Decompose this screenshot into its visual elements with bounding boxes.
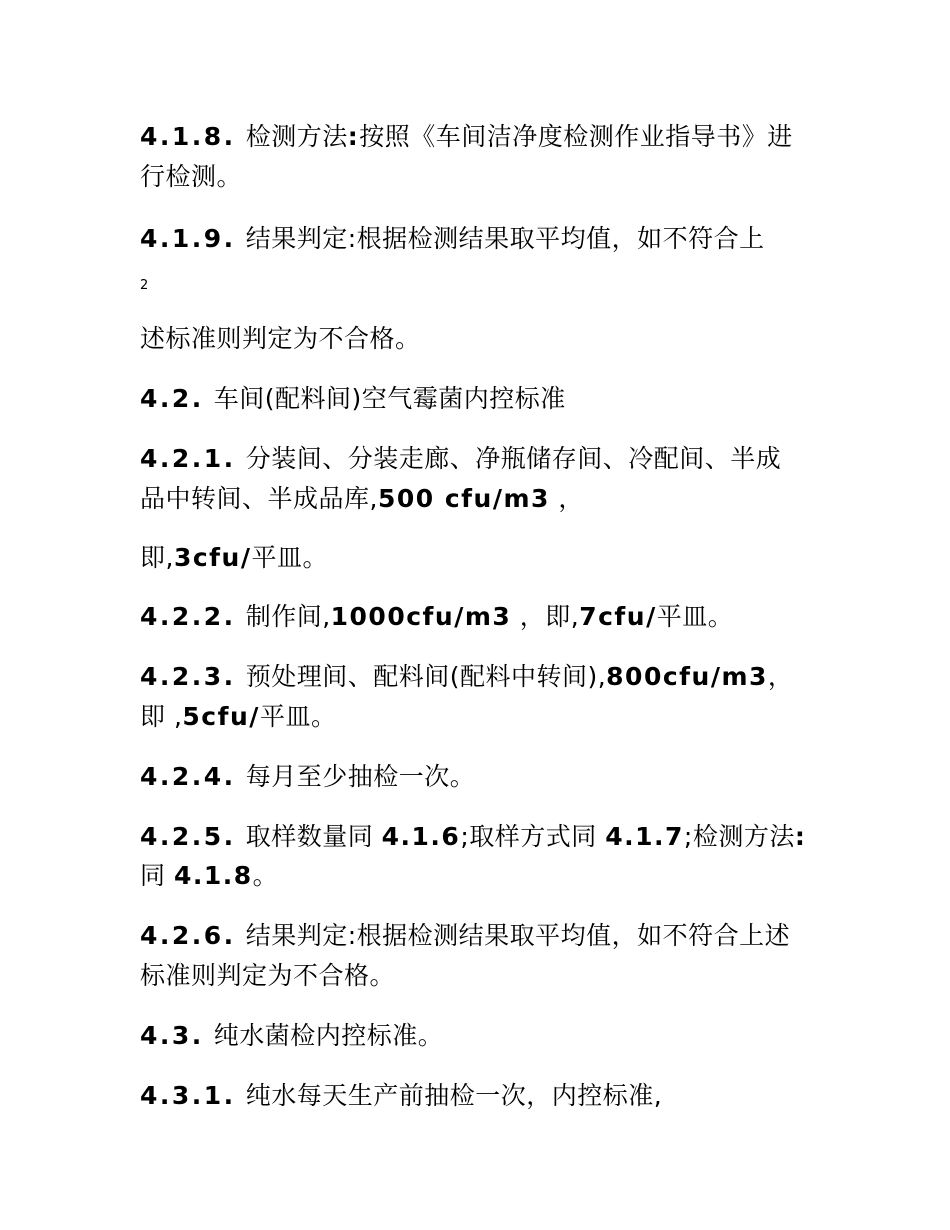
clause-4-2-1-continued: [140, 484, 584, 514]
clause-4-1-9-continued: [140, 324, 421, 354]
clause-text: 制作间,: [245, 602, 331, 631]
clause-4-2-1: [140, 444, 781, 474]
limit-value: 1000cfu/m3: [330, 602, 512, 631]
clause-text: 平皿。: [259, 702, 337, 731]
clause-colon: :: [794, 822, 807, 851]
clause-number: 4.1.9.: [140, 224, 236, 253]
clause-text: ，即,: [511, 602, 580, 631]
limit-value: 5cfu/: [182, 702, 260, 731]
clause-number: 4.3.: [140, 1021, 204, 1050]
clause-text: 车间(配料间)空气霉菌内控标准: [213, 384, 566, 413]
limit-value: 500 cfu/m3: [377, 484, 550, 513]
clause-4-2-2: [140, 602, 733, 632]
clause-text: 行检测。: [140, 162, 243, 191]
clause-4-2-4: [140, 762, 475, 792]
clause-4-2-5-continued: [140, 861, 278, 891]
clause-4-1-9: [140, 224, 765, 254]
clause-4-3-1: [140, 1081, 662, 1111]
clause-text: 即,: [140, 543, 174, 572]
clause-text: 每月至少抽检一次。: [245, 762, 476, 791]
clause-text: 平皿。: [251, 543, 328, 572]
clause-text: 结果判定:根据检测结果取平均值，如不符合上: [245, 224, 765, 253]
clause-text: 分装间、分装走廊、净瓶储存间、冷配间、半成: [245, 444, 782, 473]
clause-text: 按照《车间洁净度检测作业指导书》进: [359, 122, 793, 151]
clause-4-1-8: [140, 122, 793, 152]
clause-number: 4.2.6.: [140, 921, 236, 950]
clause-text: 品中转间、半成品库,: [140, 484, 378, 513]
clause-number: 4.2.: [140, 384, 204, 413]
clause-text: 同: [140, 861, 174, 890]
clause-4-2-6-continued: [140, 961, 395, 991]
clause-number: 4.2.3.: [140, 662, 236, 691]
clause-reference: 4.1.6: [381, 822, 461, 851]
clause-text: 标准则判定为不合格。: [140, 961, 396, 990]
clause-text: 平皿。: [656, 602, 734, 631]
limit-value: 3cfu/: [173, 543, 252, 572]
clause-text: 检测方法: [245, 122, 348, 151]
clause-text: 即 ,: [140, 702, 183, 731]
clause-colon: :: [347, 122, 360, 151]
section-4-3-heading: [140, 1021, 443, 1051]
clause-4-2-6: [140, 921, 790, 951]
clause-number: 4.3.1.: [140, 1081, 236, 1110]
clause-4-1-8-continued: [140, 162, 242, 192]
clause-text: ;检测方法: [683, 822, 795, 851]
clause-text: 。: [252, 861, 279, 890]
clause-number: 4.2.5.: [140, 822, 236, 851]
clause-4-2-1-equivalent: [140, 543, 328, 573]
clause-reference: 4.1.8: [173, 861, 253, 890]
limit-value: 7cfu/: [579, 602, 657, 631]
clause-text: ;取样方式同: [460, 822, 606, 851]
clause-number: 4.2.4.: [140, 762, 236, 791]
clause-number: 4.2.2.: [140, 602, 236, 631]
clause-reference: 4.1.7: [605, 822, 684, 851]
clause-4-2-3-continued: [140, 702, 336, 732]
section-4-2-heading: [140, 384, 566, 414]
clause-text: 预处理间、配料间(配料中转间),: [245, 662, 607, 691]
clause-4-2-5: [140, 822, 806, 852]
clause-text: ，: [549, 484, 584, 513]
page-number: 2: [140, 278, 149, 293]
clause-text: 取样数量同: [245, 822, 382, 851]
clause-text: 述标准则判定为不合格。: [140, 324, 421, 353]
limit-value: 800cfu/m3: [606, 662, 768, 691]
clause-number: 4.2.1.: [140, 444, 236, 473]
clause-text: ，: [767, 662, 794, 691]
clause-text: 结果判定:根据检测结果取平均值，如不符合上述: [245, 921, 791, 950]
clause-4-2-3: [140, 662, 793, 692]
clause-text: 纯水每天生产前抽检一次，内控标准,: [245, 1081, 663, 1110]
clause-text: 纯水菌检内控标准。: [213, 1021, 444, 1050]
clause-number: 4.1.8.: [140, 122, 236, 151]
